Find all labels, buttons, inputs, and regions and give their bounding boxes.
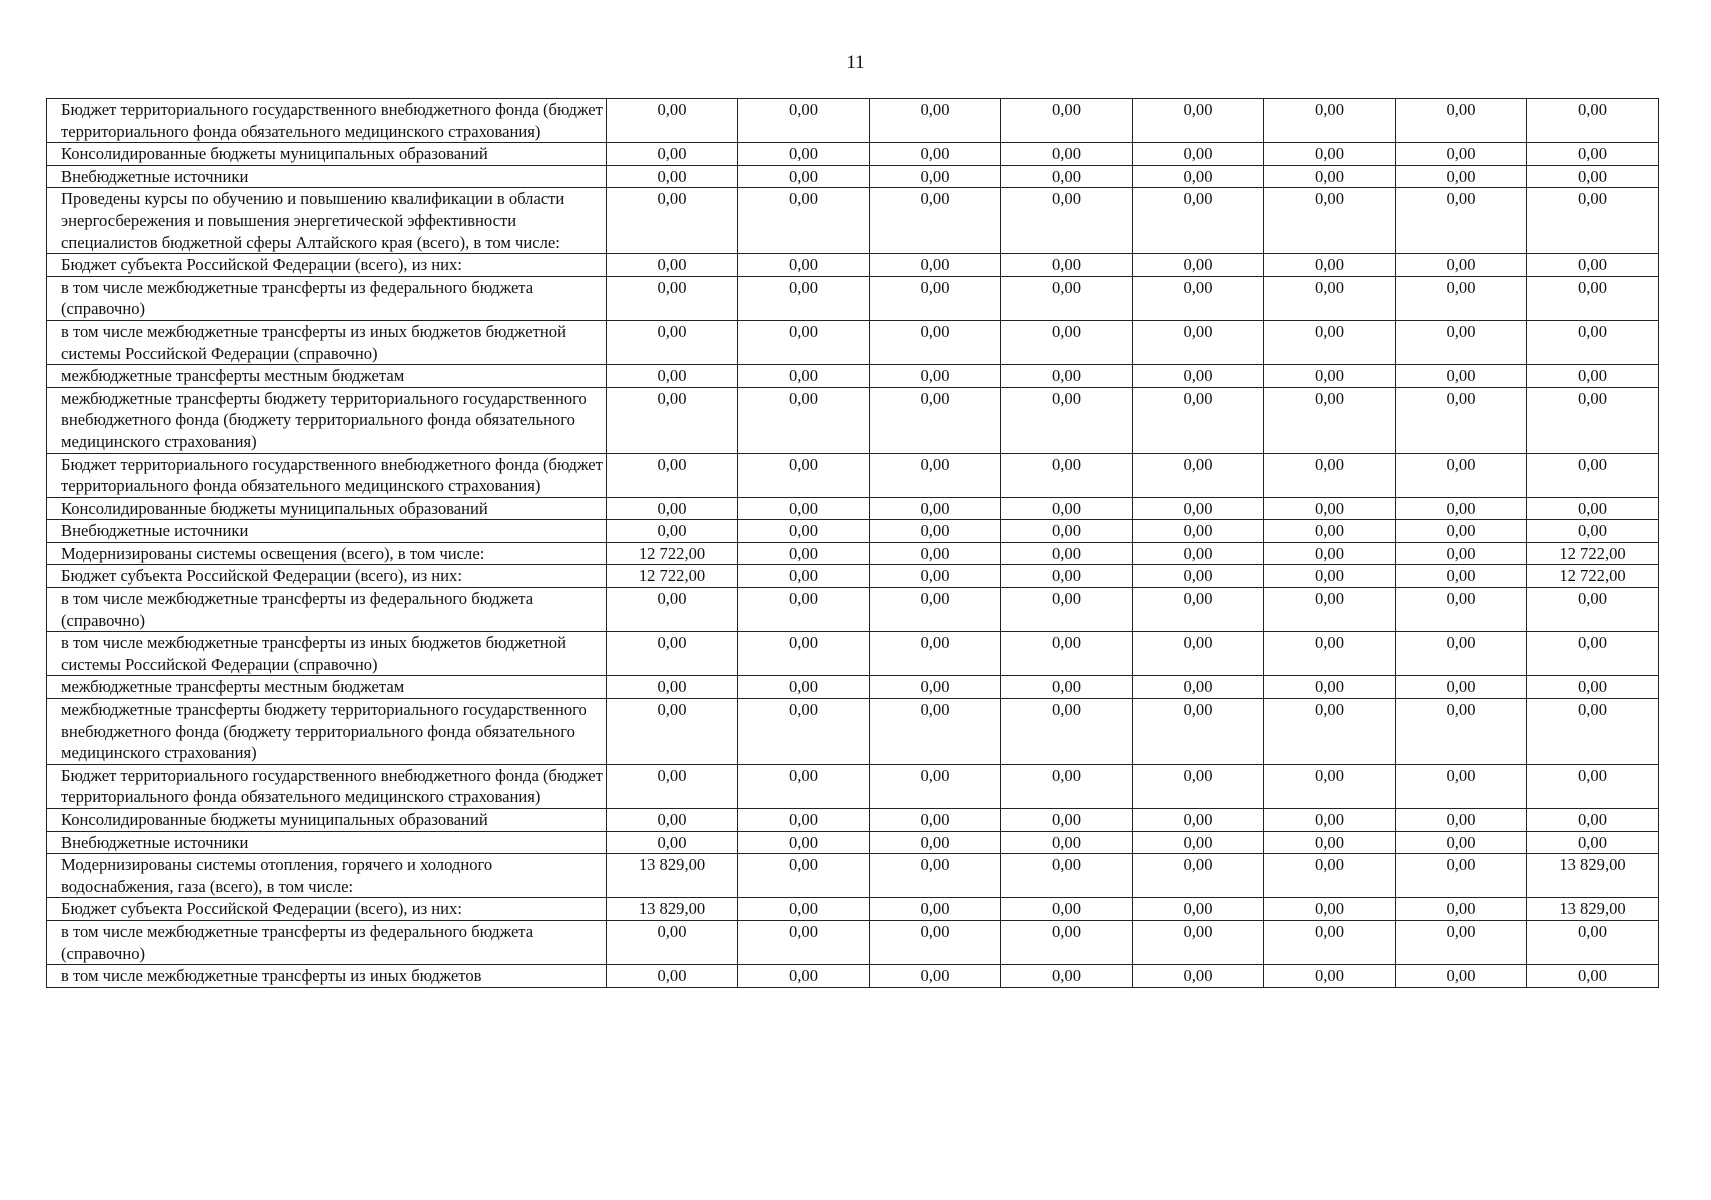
value-cell: 0,00: [1527, 165, 1659, 188]
row-label: Бюджет субъекта Российской Федерации (всего), из них:: [47, 565, 607, 588]
value-cell: 0,00: [1001, 520, 1133, 543]
row-label: межбюджетные трансферты бюджету территориального государственного внебюджетного фонда (бюджету территориального фонда обязательного медицинского страхования): [47, 699, 607, 765]
value-cell: 0,00: [1396, 143, 1527, 166]
value-cell: 0,00: [870, 965, 1001, 988]
table-row: [47, 143, 1659, 166]
value-cell: 0,00: [1527, 676, 1659, 699]
value-cell: 0,00: [1396, 254, 1527, 277]
table-row: [47, 276, 1659, 320]
value-cell: 0,00: [738, 497, 870, 520]
value-cell: 0,00: [1527, 99, 1659, 143]
value-cell: 0,00: [607, 676, 738, 699]
row-label: в том числе межбюджетные трансферты из федерального бюджета (справочно): [47, 920, 607, 964]
value-cell: 0,00: [1001, 188, 1133, 254]
value-cell: 0,00: [1396, 542, 1527, 565]
value-cell: 0,00: [738, 165, 870, 188]
row-label: Внебюджетные источники: [47, 831, 607, 854]
value-cell: 0,00: [870, 764, 1001, 808]
value-cell: 13 829,00: [1527, 898, 1659, 921]
table-row: [47, 320, 1659, 364]
value-cell: 0,00: [1264, 320, 1396, 364]
row-label: в том числе межбюджетные трансферты из иных бюджетов бюджетной системы Российской Федерации (справочно): [47, 632, 607, 676]
value-cell: 0,00: [738, 520, 870, 543]
value-cell: 0,00: [1527, 920, 1659, 964]
table-row: [47, 520, 1659, 543]
value-cell: 0,00: [1527, 588, 1659, 632]
value-cell: 0,00: [1396, 764, 1527, 808]
value-cell: 0,00: [1396, 565, 1527, 588]
value-cell: 0,00: [1396, 699, 1527, 765]
value-cell: 0,00: [607, 965, 738, 988]
value-cell: 0,00: [1264, 699, 1396, 765]
value-cell: 0,00: [607, 699, 738, 765]
value-cell: 0,00: [1527, 764, 1659, 808]
value-cell: 0,00: [870, 699, 1001, 765]
value-cell: 0,00: [738, 387, 870, 453]
value-cell: 0,00: [870, 254, 1001, 277]
value-cell: 0,00: [607, 188, 738, 254]
value-cell: 0,00: [1001, 854, 1133, 898]
value-cell: 0,00: [1527, 699, 1659, 765]
value-cell: 0,00: [1001, 920, 1133, 964]
value-cell: 0,00: [870, 143, 1001, 166]
table-row: [47, 809, 1659, 832]
value-cell: 0,00: [1396, 632, 1527, 676]
value-cell: 0,00: [870, 365, 1001, 388]
value-cell: 13 829,00: [1527, 854, 1659, 898]
value-cell: 12 722,00: [1527, 542, 1659, 565]
value-cell: 0,00: [1396, 497, 1527, 520]
table-row: [47, 588, 1659, 632]
value-cell: 0,00: [738, 99, 870, 143]
row-label: в том числе межбюджетные трансферты из федерального бюджета (справочно): [47, 276, 607, 320]
value-cell: 0,00: [1264, 188, 1396, 254]
value-cell: 0,00: [607, 143, 738, 166]
value-cell: 0,00: [1527, 254, 1659, 277]
table-row: [47, 99, 1659, 143]
value-cell: 0,00: [1133, 188, 1264, 254]
value-cell: 0,00: [1527, 365, 1659, 388]
value-cell: 0,00: [738, 699, 870, 765]
value-cell: 0,00: [607, 165, 738, 188]
row-label: Бюджет субъекта Российской Федерации (всего), из них:: [47, 254, 607, 277]
value-cell: 0,00: [1396, 320, 1527, 364]
value-cell: 0,00: [738, 254, 870, 277]
value-cell: 0,00: [1264, 898, 1396, 921]
row-label: Модернизированы системы освещения (всего), в том числе:: [47, 542, 607, 565]
value-cell: 0,00: [1133, 854, 1264, 898]
value-cell: 0,00: [1396, 965, 1527, 988]
value-cell: 0,00: [607, 276, 738, 320]
value-cell: 0,00: [1001, 143, 1133, 166]
value-cell: 0,00: [738, 188, 870, 254]
value-cell: 0,00: [1527, 520, 1659, 543]
table-row: [47, 632, 1659, 676]
value-cell: 0,00: [607, 809, 738, 832]
value-cell: 0,00: [1264, 565, 1396, 588]
value-cell: 0,00: [1527, 632, 1659, 676]
value-cell: 0,00: [1133, 764, 1264, 808]
value-cell: 12 722,00: [1527, 565, 1659, 588]
row-label: Консолидированные бюджеты муниципальных образований: [47, 497, 607, 520]
value-cell: 0,00: [1001, 676, 1133, 699]
value-cell: 0,00: [1001, 898, 1133, 921]
page-number: 11: [846, 52, 865, 73]
value-cell: 0,00: [1396, 520, 1527, 543]
value-cell: 0,00: [1264, 965, 1396, 988]
value-cell: 0,00: [1396, 453, 1527, 497]
value-cell: 0,00: [1527, 809, 1659, 832]
table-row: [47, 165, 1659, 188]
value-cell: 0,00: [1264, 453, 1396, 497]
value-cell: 0,00: [1001, 254, 1133, 277]
table-row: [47, 453, 1659, 497]
value-cell: 0,00: [607, 453, 738, 497]
value-cell: 0,00: [1396, 365, 1527, 388]
value-cell: 0,00: [1527, 453, 1659, 497]
value-cell: 0,00: [738, 565, 870, 588]
value-cell: 0,00: [870, 565, 1001, 588]
value-cell: 0,00: [870, 188, 1001, 254]
value-cell: 0,00: [1133, 898, 1264, 921]
table-row: [47, 920, 1659, 964]
value-cell: 0,00: [1264, 497, 1396, 520]
row-label: в том числе межбюджетные трансферты из иных бюджетов: [47, 965, 607, 988]
value-cell: 0,00: [738, 542, 870, 565]
value-cell: 0,00: [1396, 920, 1527, 964]
value-cell: 12 722,00: [607, 542, 738, 565]
table-row: [47, 254, 1659, 277]
value-cell: 0,00: [870, 99, 1001, 143]
value-cell: 0,00: [1264, 588, 1396, 632]
value-cell: 0,00: [1264, 254, 1396, 277]
value-cell: 0,00: [1396, 276, 1527, 320]
row-label: Проведены курсы по обучению и повышению квалификации в области энергосбережения и повышения энергетической эффективности специалистов бюджетной сферы Алтайского края (всего), в том числе:: [47, 188, 607, 254]
table-row: [47, 188, 1659, 254]
value-cell: 0,00: [1001, 365, 1133, 388]
value-cell: 0,00: [1396, 854, 1527, 898]
value-cell: 0,00: [607, 254, 738, 277]
value-cell: 0,00: [1133, 320, 1264, 364]
value-cell: 0,00: [1133, 497, 1264, 520]
value-cell: 0,00: [1264, 99, 1396, 143]
value-cell: 0,00: [870, 542, 1001, 565]
value-cell: 0,00: [1133, 99, 1264, 143]
value-cell: 0,00: [870, 898, 1001, 921]
row-label: Внебюджетные источники: [47, 520, 607, 543]
value-cell: 0,00: [738, 453, 870, 497]
value-cell: 0,00: [1001, 588, 1133, 632]
value-cell: 0,00: [1264, 831, 1396, 854]
row-label: Внебюджетные источники: [47, 165, 607, 188]
value-cell: 0,00: [1001, 276, 1133, 320]
table-row: [47, 965, 1659, 988]
value-cell: 0,00: [870, 276, 1001, 320]
row-label: Бюджет субъекта Российской Федерации (всего), из них:: [47, 898, 607, 921]
value-cell: 13 829,00: [607, 898, 738, 921]
value-cell: 0,00: [1264, 854, 1396, 898]
value-cell: 13 829,00: [607, 854, 738, 898]
value-cell: 0,00: [870, 854, 1001, 898]
value-cell: 0,00: [1133, 453, 1264, 497]
row-label: Бюджет территориального государственного внебюджетного фонда (бюджет территориального фонда обязательного медицинского страхования): [47, 99, 607, 143]
value-cell: 0,00: [1264, 632, 1396, 676]
value-cell: 0,00: [1133, 143, 1264, 166]
value-cell: 0,00: [607, 632, 738, 676]
value-cell: 0,00: [1396, 831, 1527, 854]
value-cell: 0,00: [870, 920, 1001, 964]
value-cell: 0,00: [1527, 143, 1659, 166]
value-cell: 0,00: [1001, 387, 1133, 453]
value-cell: 0,00: [738, 965, 870, 988]
value-cell: 0,00: [1264, 676, 1396, 699]
value-cell: 0,00: [1527, 387, 1659, 453]
value-cell: 0,00: [607, 920, 738, 964]
value-cell: 0,00: [1264, 387, 1396, 453]
value-cell: 0,00: [607, 497, 738, 520]
value-cell: 0,00: [1001, 165, 1133, 188]
value-cell: 0,00: [607, 99, 738, 143]
value-cell: 0,00: [1396, 809, 1527, 832]
value-cell: 0,00: [1527, 188, 1659, 254]
value-cell: 0,00: [738, 588, 870, 632]
value-cell: 0,00: [1133, 809, 1264, 832]
row-label: Бюджет территориального государственного внебюджетного фонда (бюджет территориального фонда обязательного медицинского страхования): [47, 453, 607, 497]
value-cell: 0,00: [1133, 676, 1264, 699]
table-row: [47, 497, 1659, 520]
table-row: [47, 764, 1659, 808]
value-cell: 0,00: [738, 809, 870, 832]
value-cell: 0,00: [738, 764, 870, 808]
value-cell: 0,00: [1001, 453, 1133, 497]
value-cell: 0,00: [1001, 809, 1133, 832]
value-cell: 0,00: [1133, 565, 1264, 588]
row-label: Модернизированы системы отопления, горячего и холодного водоснабжения, газа (всего), в том числе:: [47, 854, 607, 898]
value-cell: 0,00: [1133, 387, 1264, 453]
value-cell: 0,00: [1133, 965, 1264, 988]
value-cell: 0,00: [738, 143, 870, 166]
value-cell: 0,00: [607, 365, 738, 388]
value-cell: 0,00: [738, 898, 870, 921]
value-cell: 0,00: [870, 453, 1001, 497]
value-cell: 0,00: [1001, 632, 1133, 676]
value-cell: 0,00: [1001, 565, 1133, 588]
value-cell: 0,00: [607, 831, 738, 854]
value-cell: 0,00: [1133, 588, 1264, 632]
value-cell: 12 722,00: [607, 565, 738, 588]
value-cell: 0,00: [607, 764, 738, 808]
value-cell: 0,00: [870, 165, 1001, 188]
value-cell: 0,00: [1527, 831, 1659, 854]
value-cell: 0,00: [1133, 831, 1264, 854]
value-cell: 0,00: [870, 320, 1001, 364]
value-cell: 0,00: [1264, 542, 1396, 565]
table-row: [47, 365, 1659, 388]
row-label: межбюджетные трансферты местным бюджетам: [47, 676, 607, 699]
value-cell: 0,00: [1527, 965, 1659, 988]
value-cell: 0,00: [738, 854, 870, 898]
value-cell: 0,00: [1133, 254, 1264, 277]
value-cell: 0,00: [1001, 831, 1133, 854]
value-cell: 0,00: [870, 520, 1001, 543]
value-cell: 0,00: [1264, 365, 1396, 388]
value-cell: 0,00: [738, 365, 870, 388]
value-cell: 0,00: [738, 276, 870, 320]
value-cell: 0,00: [1133, 520, 1264, 543]
value-cell: 0,00: [1396, 898, 1527, 921]
table-row: [47, 831, 1659, 854]
value-cell: 0,00: [1001, 764, 1133, 808]
table-row: [47, 565, 1659, 588]
value-cell: 0,00: [738, 632, 870, 676]
value-cell: 0,00: [607, 520, 738, 543]
value-cell: 0,00: [1264, 276, 1396, 320]
value-cell: 0,00: [738, 676, 870, 699]
value-cell: 0,00: [1264, 809, 1396, 832]
value-cell: 0,00: [1133, 165, 1264, 188]
value-cell: 0,00: [870, 588, 1001, 632]
value-cell: 0,00: [1001, 320, 1133, 364]
row-label: Консолидированные бюджеты муниципальных образований: [47, 143, 607, 166]
value-cell: 0,00: [1001, 99, 1133, 143]
value-cell: 0,00: [607, 588, 738, 632]
table-row: [47, 699, 1659, 765]
table-row: [47, 676, 1659, 699]
value-cell: 0,00: [1001, 699, 1133, 765]
table-body: [47, 99, 1659, 988]
value-cell: 0,00: [1264, 520, 1396, 543]
value-cell: 0,00: [870, 676, 1001, 699]
budget-table: [46, 98, 1659, 988]
value-cell: 0,00: [1001, 497, 1133, 520]
row-label: в том числе межбюджетные трансферты из иных бюджетов бюджетной системы Российской Федерации (справочно): [47, 320, 607, 364]
row-label: межбюджетные трансферты местным бюджетам: [47, 365, 607, 388]
row-label: межбюджетные трансферты бюджету территориального государственного внебюджетного фонда (бюджету территориального фонда обязательного медицинского страхования): [47, 387, 607, 453]
value-cell: 0,00: [1264, 143, 1396, 166]
value-cell: 0,00: [1001, 965, 1133, 988]
value-cell: 0,00: [1001, 542, 1133, 565]
row-label: Бюджет территориального государственного внебюджетного фонда (бюджет территориального фонда обязательного медицинского страхования): [47, 764, 607, 808]
value-cell: 0,00: [1264, 920, 1396, 964]
value-cell: 0,00: [1264, 165, 1396, 188]
value-cell: 0,00: [1133, 542, 1264, 565]
value-cell: 0,00: [738, 831, 870, 854]
value-cell: 0,00: [870, 831, 1001, 854]
value-cell: 0,00: [607, 387, 738, 453]
value-cell: 0,00: [870, 497, 1001, 520]
value-cell: 0,00: [1396, 676, 1527, 699]
value-cell: 0,00: [1527, 497, 1659, 520]
table-row: [47, 542, 1659, 565]
value-cell: 0,00: [1133, 699, 1264, 765]
row-label: в том числе межбюджетные трансферты из федерального бюджета (справочно): [47, 588, 607, 632]
value-cell: 0,00: [738, 920, 870, 964]
value-cell: 0,00: [870, 387, 1001, 453]
value-cell: 0,00: [1133, 365, 1264, 388]
value-cell: 0,00: [607, 320, 738, 364]
value-cell: 0,00: [1133, 632, 1264, 676]
value-cell: 0,00: [1133, 920, 1264, 964]
value-cell: 0,00: [738, 320, 870, 364]
value-cell: 0,00: [1396, 188, 1527, 254]
value-cell: 0,00: [1396, 165, 1527, 188]
table-row: [47, 387, 1659, 453]
value-cell: 0,00: [1133, 276, 1264, 320]
table-row: [47, 898, 1659, 921]
value-cell: 0,00: [1264, 764, 1396, 808]
value-cell: 0,00: [1396, 99, 1527, 143]
value-cell: 0,00: [1527, 320, 1659, 364]
value-cell: 0,00: [1396, 387, 1527, 453]
value-cell: 0,00: [870, 809, 1001, 832]
value-cell: 0,00: [1527, 276, 1659, 320]
value-cell: 0,00: [1396, 588, 1527, 632]
table-row: [47, 854, 1659, 898]
row-label: Консолидированные бюджеты муниципальных образований: [47, 809, 607, 832]
value-cell: 0,00: [870, 632, 1001, 676]
